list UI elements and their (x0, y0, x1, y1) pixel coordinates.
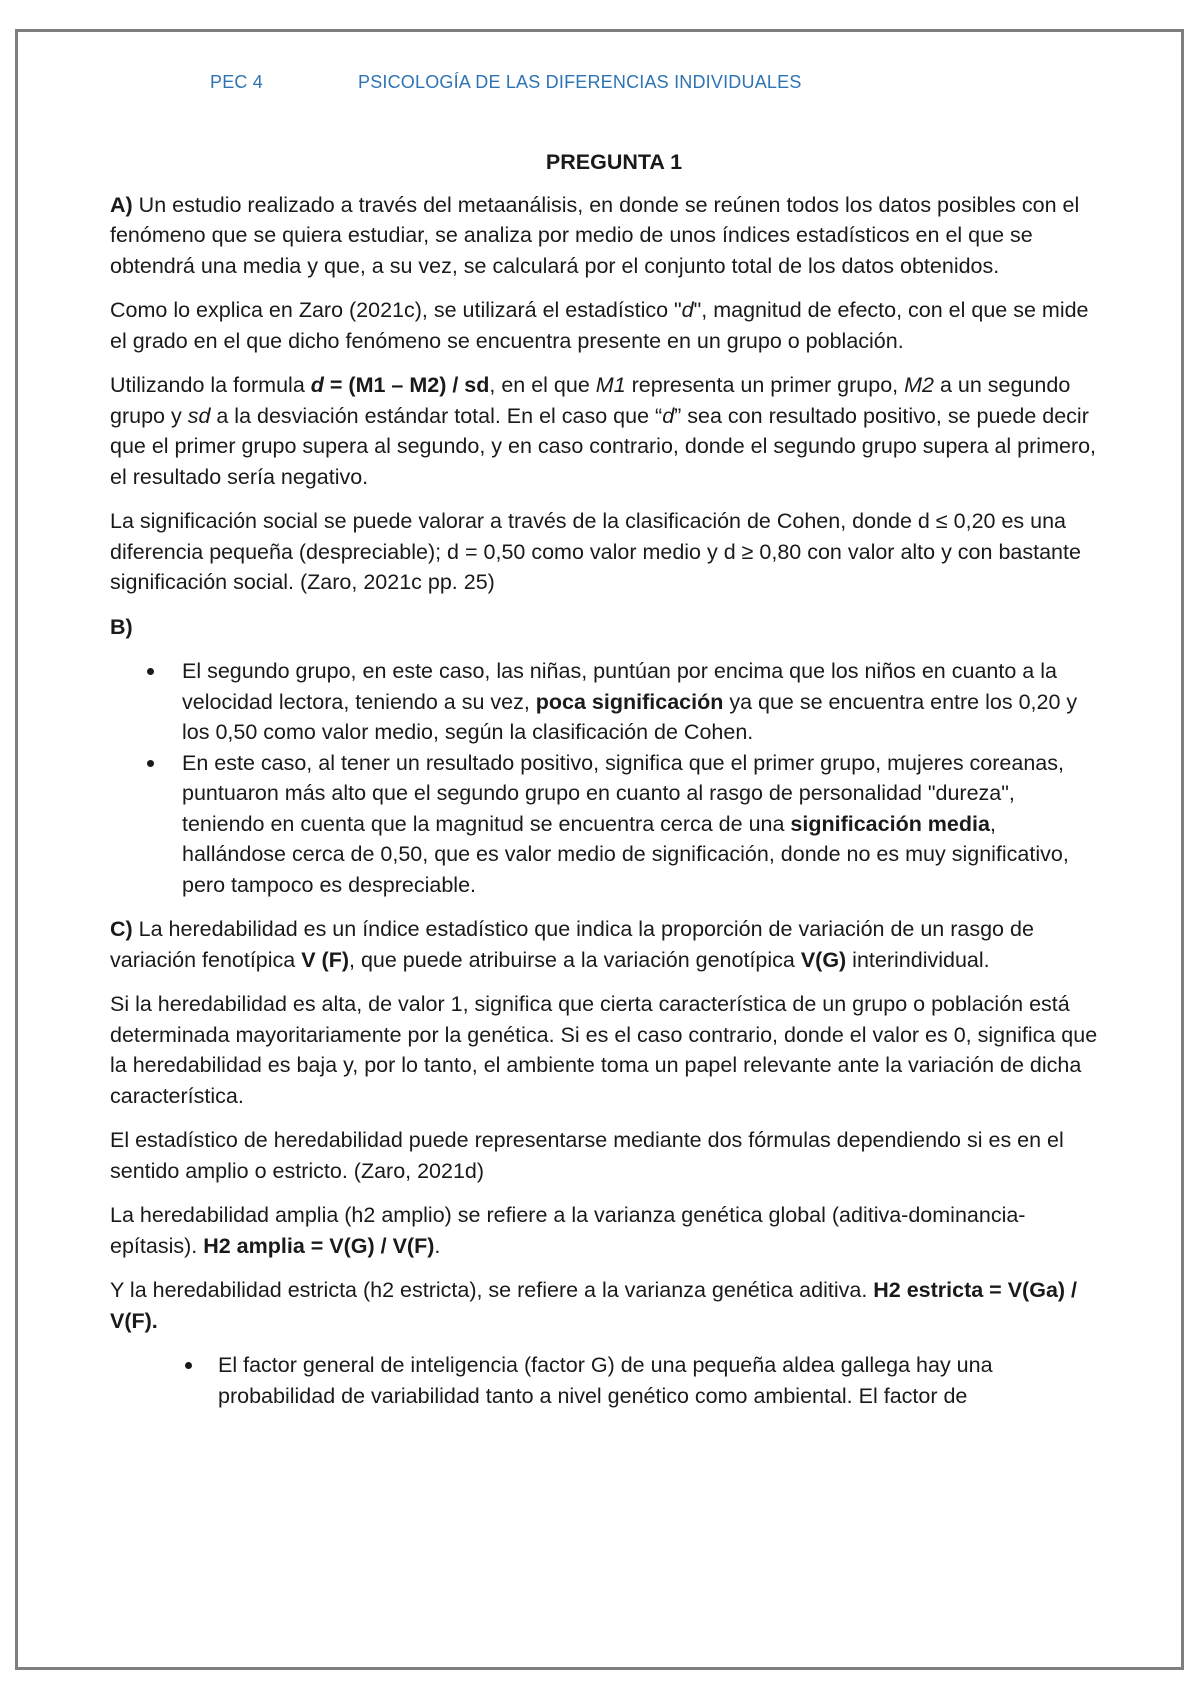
bullet-icon (147, 668, 154, 675)
part-c-paragraph-2: Si la heredabilidad es alta, de valor 1, significa que cierta característica de un grupo o población está determinada mayoritariamente por la genética. Si es el caso contrario, donde el valor es 0, significa que la heredabilidad es baja y, por lo tanto, el ambiente toma un papel relevante ante la variación de dicha característica. (110, 992, 1098, 1108)
part-a-paragraph-1 (110, 190, 1100, 282)
bold-term: V (F) (301, 947, 350, 972)
text-span: Y la heredabilidad estricta (h2 estricta), se refiere a la varianza genética aditiva. (110, 1278, 874, 1302)
bullet-icon (147, 760, 154, 767)
italic-sd: sd (187, 403, 211, 428)
part-c-paragraph-4 (110, 1200, 1100, 1261)
italic-m1: M1 (595, 373, 626, 397)
list-item (110, 1350, 1100, 1411)
bold-term: V(G) (800, 947, 847, 972)
course-code: PEC 4 (210, 72, 264, 92)
text-span: , en el que (489, 373, 596, 397)
italic-m2: M2 (904, 373, 934, 397)
page-header (210, 72, 802, 93)
course-title: PSICOLOGÍA DE LAS DIFERENCIAS INDIVIDUALES (358, 72, 802, 92)
text-span: representa un primer grupo, (625, 373, 905, 397)
bullet-icon (185, 1362, 192, 1369)
text-span: El factor general de inteligencia (factor G) de una pequeña aldea gallega hay una probabilidad de variabilidad tanto a nivel genético como ambiental. El factor de (218, 1353, 993, 1408)
bold-term: poca significación (535, 689, 724, 714)
part-a-paragraph-4: La significación social se puede valorar a través de la clasificación de Cohen, donde d ≤ 0,20 es una diferencia pequeña (despreciable); d = 0,50 como valor medio y d ≥ 0,80 con valor alto y con bastante significación social. (Zaro, 2021c pp. 25) (110, 509, 1081, 594)
part-a-text: Un estudio realizado a través del metaanálisis, en donde se reúnen todos los datos posibles con el fenómeno que se quiera estudiar, se analiza por medio de unos índices estadísticos en el que se obtendrá una media y que, a su vez, se calculará por el conjunto total de los datos obtenidos. (110, 192, 1080, 278)
text-span: Utilizando la formula (110, 373, 311, 397)
text-span: interindividual. (846, 947, 990, 972)
part-a-paragraph-3 (110, 370, 1100, 492)
part-c-paragraph-3: El estadístico de heredabilidad puede representarse mediante dos fórmulas dependiendo si es en el sentido amplio o estricto. (Zaro, 2021d) (110, 1128, 1064, 1183)
question-heading: PREGUNTA 1 (545, 150, 683, 174)
list-item (110, 656, 1100, 748)
part-a-paragraph-2 (110, 295, 1100, 356)
text-span: El segundo grupo, en este caso, las niñas, puntúan por encima que los niños en cuanto a la velocidad lectora, teniendo a su vez, (182, 659, 1057, 714)
bold-formula: H2 amplia = V(G) / V(F) (203, 1233, 435, 1258)
text-span: En este caso, al tener un resultado positivo, significa que el primer grupo, mujeres coreanas, puntuaron más alto que el segundo grupo en cuanto al rasgo de personalidad "dureza", teniendo en cuenta que la magnitud se encuentra cerca de una (182, 750, 1064, 836)
document-body (110, 147, 1100, 1425)
part-b-list (110, 656, 1100, 900)
text-span: . (434, 1233, 441, 1258)
part-c-label: C) (110, 917, 133, 941)
text-span: ya que se encuentra entre los 0,20 y los 0,50 como valor medio, según la clasificación de Cohen. (182, 689, 1078, 744)
text-span: , hallándose cerca de 0,50, que es valor medio de significación, donde no es muy significativo, pero tampoco es despreciable. (182, 811, 1069, 897)
list-item (110, 748, 1100, 901)
text-span: a la desviación estándar total. En el caso que “ (210, 403, 663, 428)
formula-d: d (310, 373, 324, 397)
text-span: Como lo explica en Zaro (2021c), se utilizará el estadístico " (110, 298, 682, 322)
text-span: , que puede atribuirse a la variación genotípica (349, 947, 801, 972)
text-span: La heredabilidad amplia (h2 amplio) se refiere a la varianza genética global (aditiva-dominancia-epítasis). (110, 1203, 1026, 1258)
part-a-label: A) (110, 192, 133, 217)
part-c-paragraph-1 (110, 914, 1100, 975)
bold-formula: H2 estricta = V(Ga) / V(F). (110, 1278, 1078, 1333)
text-span: ", magnitud de efecto, con el que se mide el grado en el que dicho fenómeno se encuentra presente en un grupo o población. (110, 298, 1089, 353)
italic-d: d (681, 298, 694, 322)
part-c-paragraph-5 (110, 1275, 1100, 1336)
part-b-label (110, 612, 1100, 643)
part-b-label-text: B) (110, 614, 133, 639)
text-span: La heredabilidad es un índice estadístico que indica la proporción de variación de un rasgo de variación fenotípica (110, 917, 1034, 972)
italic-d: d (662, 403, 675, 428)
part-c-list (110, 1350, 1100, 1411)
text-span: a un segundo grupo y (110, 373, 1071, 428)
bold-term: significación media (790, 811, 990, 836)
formula-text: = (M1 – M2) / sd (323, 373, 490, 397)
text-span: ” sea con resultado positivo, se puede decir que el primer grupo supera al segundo, y en caso contrario, donde el segundo grupo supera al primero, el resultado sería negativo. (110, 403, 1097, 489)
